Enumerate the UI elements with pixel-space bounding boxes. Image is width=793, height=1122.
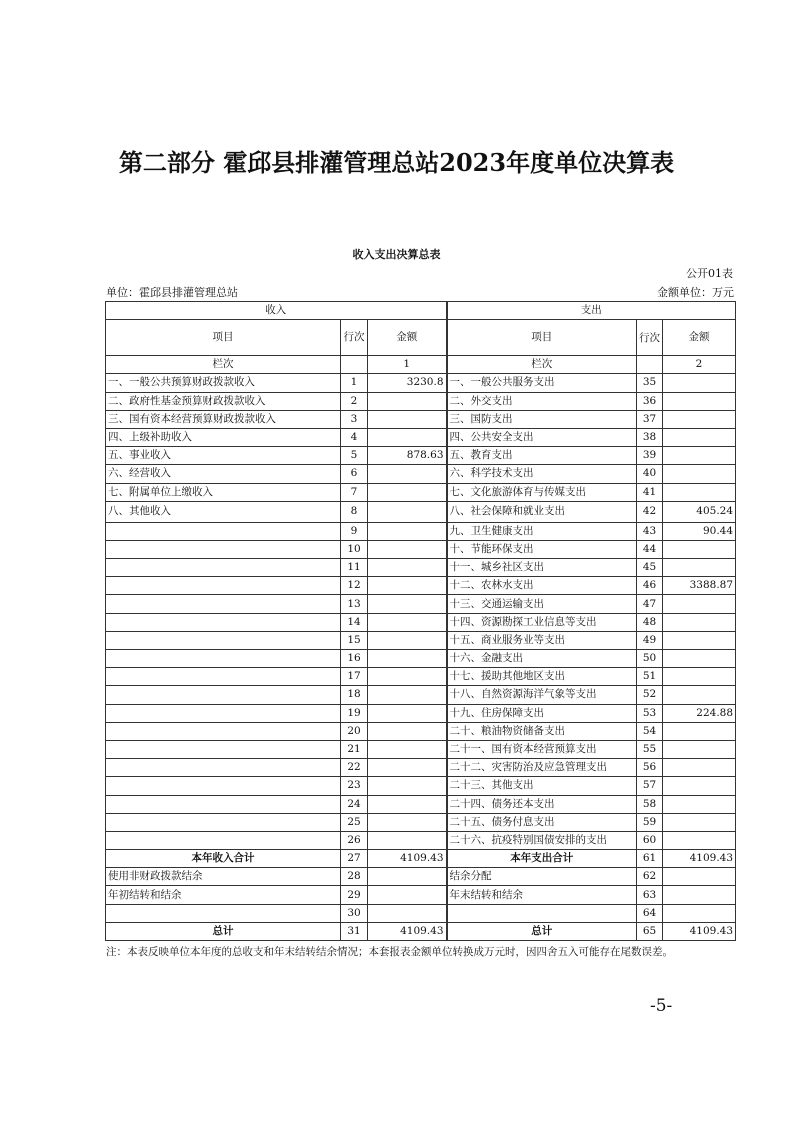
footnote: 注：本表反映单位本年度的总收支和年末结转结余情况；本套报表金额单位转换成万元时，因四舍五入可能存在尾数误差。 [106, 946, 673, 958]
table-row [106, 522, 736, 540]
income-row-no: 8 [341, 501, 368, 522]
table-row [106, 595, 736, 613]
expense-item: 二十三、其他支出 [447, 777, 637, 795]
expense-row-no: 56 [637, 759, 663, 777]
income-item: 使用非财政拨款结余 [106, 868, 341, 886]
expense-row-no: 35 [637, 374, 663, 392]
expense-amount [663, 777, 736, 795]
expense-item: 二十二、灾害防治及应急管理支出 [447, 759, 637, 777]
expense-item: 七、文化旅游体育与传媒支出 [447, 483, 637, 501]
expense-row-no: 42 [637, 501, 663, 522]
expense-amount [663, 795, 736, 813]
item-header: 项目 [106, 320, 341, 356]
expense-row-no: 51 [637, 668, 663, 686]
column-no-1: 1 [368, 356, 447, 374]
expense-row-no: 57 [637, 777, 663, 795]
income-item [106, 722, 341, 740]
expense-item: 四、公共安全支出 [447, 428, 637, 446]
expense-row-no: 38 [637, 428, 663, 446]
table-row [106, 777, 736, 795]
row-no-header: 行次 [341, 320, 368, 356]
income-amount [368, 465, 447, 483]
income-amount [368, 540, 447, 558]
expense-amount [663, 465, 736, 483]
income-row-no: 7 [341, 483, 368, 501]
income-row-no: 2 [341, 392, 368, 410]
expense-amount [663, 595, 736, 613]
income-row-no: 20 [341, 722, 368, 740]
expense-row-no: 55 [637, 740, 663, 758]
income-row-no: 4 [341, 428, 368, 446]
expense-item: 十八、自然资源海洋气象等支出 [447, 686, 637, 704]
table-row [106, 668, 736, 686]
expense-row-no: 39 [637, 447, 663, 465]
expense-amount [663, 540, 736, 558]
income-item: 三、国有资本经营预算财政拨款收入 [106, 410, 341, 428]
expense-row-no: 59 [637, 813, 663, 831]
expense-row-no: 45 [637, 559, 663, 577]
income-amount [368, 668, 447, 686]
table-row [106, 465, 736, 483]
income-row-no: 6 [341, 465, 368, 483]
row-no-header: 行次 [637, 320, 663, 356]
income-row-no: 27 [341, 850, 368, 868]
income-amount [368, 904, 447, 922]
table-title: 收入支出决算总表 [352, 248, 441, 261]
expense-item: 九、卫生健康支出 [447, 522, 637, 540]
expense-amount: 90.44 [663, 522, 736, 540]
income-amount: 878.63 [368, 447, 447, 465]
item-header: 项目 [447, 320, 637, 356]
expense-item: 十一、城乡社区支出 [447, 559, 637, 577]
income-item [106, 831, 341, 849]
income-item [106, 759, 341, 777]
table-row [106, 850, 736, 868]
income-item: 总计 [106, 922, 341, 940]
expense-item: 结余分配 [447, 868, 637, 886]
expense-item: 十、节能环保支出 [447, 540, 637, 558]
expense-row-no: 49 [637, 631, 663, 649]
income-row-no: 26 [341, 831, 368, 849]
expense-row-no: 61 [637, 850, 663, 868]
expense-amount [663, 831, 736, 849]
income-amount [368, 759, 447, 777]
income-row-no: 22 [341, 759, 368, 777]
income-item [106, 740, 341, 758]
income-item [106, 686, 341, 704]
income-amount: 3230.8 [368, 374, 447, 392]
income-row-no: 31 [341, 922, 368, 940]
income-amount [368, 522, 447, 540]
income-item [106, 777, 341, 795]
income-row-no: 1 [341, 374, 368, 392]
expense-item: 二十四、债务还本支出 [447, 795, 637, 813]
income-amount [368, 631, 447, 649]
income-item [106, 540, 341, 558]
expense-amount: 4109.43 [663, 922, 736, 940]
expense-amount [663, 613, 736, 631]
table-row [106, 813, 736, 831]
expense-row-no: 64 [637, 904, 663, 922]
table-row [106, 577, 736, 595]
table-row [106, 650, 736, 668]
income-amount [368, 410, 447, 428]
expense-item: 五、教育支出 [447, 447, 637, 465]
income-item [106, 668, 341, 686]
expense-row-no: 60 [637, 831, 663, 849]
expense-amount: 3388.87 [663, 577, 736, 595]
income-row-no: 29 [341, 886, 368, 904]
income-item: 本年收入合计 [106, 850, 341, 868]
expense-amount [663, 740, 736, 758]
expense-amount [663, 428, 736, 446]
income-amount [368, 722, 447, 740]
expense-amount: 224.88 [663, 704, 736, 722]
income-amount: 4109.43 [368, 922, 447, 940]
income-item [106, 595, 341, 613]
expense-amount [663, 904, 736, 922]
income-amount [368, 650, 447, 668]
column-no-label: 栏次 [106, 356, 341, 374]
table-row [106, 686, 736, 704]
table-code: 公开01表 [686, 267, 733, 280]
expense-amount [663, 410, 736, 428]
expense-row-no: 47 [637, 595, 663, 613]
income-item [106, 904, 341, 922]
expense-item: 二十六、抗疫特别国债安排的支出 [447, 831, 637, 849]
expense-amount [663, 559, 736, 577]
income-row-no: 13 [341, 595, 368, 613]
expense-row-no: 52 [637, 686, 663, 704]
income-amount [368, 704, 447, 722]
expense-row-no: 40 [637, 465, 663, 483]
income-amount [368, 831, 447, 849]
table-row [106, 886, 736, 904]
income-item: 年初结转和结余 [106, 886, 341, 904]
column-no-2: 2 [663, 356, 736, 374]
expense-item: 二十一、国有资本经营预算支出 [447, 740, 637, 758]
amount-header: 金额 [368, 320, 447, 356]
expense-item: 本年支出合计 [447, 850, 637, 868]
income-item: 七、附属单位上缴收入 [106, 483, 341, 501]
expense-amount [663, 374, 736, 392]
expense-amount: 405.24 [663, 501, 736, 522]
table-row [106, 759, 736, 777]
table-row [106, 904, 736, 922]
income-row-no: 25 [341, 813, 368, 831]
income-amount [368, 868, 447, 886]
income-item: 四、上级补助收入 [106, 428, 341, 446]
table-row [106, 831, 736, 849]
income-row-no: 21 [341, 740, 368, 758]
expense-amount [663, 447, 736, 465]
expense-row-no: 44 [637, 540, 663, 558]
expense-item: 十七、援助其他地区支出 [447, 668, 637, 686]
expense-amount [663, 392, 736, 410]
expense-amount [663, 886, 736, 904]
expense-item: 二十五、债务付息支出 [447, 813, 637, 831]
income-amount [368, 740, 447, 758]
expense-amount [663, 759, 736, 777]
table-row [106, 540, 736, 558]
expense-amount [663, 650, 736, 668]
table-row [106, 704, 736, 722]
income-expense-table [105, 301, 736, 941]
table-row [106, 922, 736, 940]
income-row-no: 3 [341, 410, 368, 428]
income-row-no: 16 [341, 650, 368, 668]
expense-amount [663, 686, 736, 704]
income-amount [368, 577, 447, 595]
income-row-no: 19 [341, 704, 368, 722]
expense-item: 总计 [447, 922, 637, 940]
amount-header: 金额 [663, 320, 736, 356]
income-row-no: 12 [341, 577, 368, 595]
expense-row-no: 37 [637, 410, 663, 428]
table-row [106, 483, 736, 501]
expense-amount [663, 722, 736, 740]
table-row [106, 868, 736, 886]
income-row-no: 5 [341, 447, 368, 465]
table-row [106, 501, 736, 522]
expense-item: 六、科学技术支出 [447, 465, 637, 483]
income-amount [368, 613, 447, 631]
table-row [106, 559, 736, 577]
income-header: 收入 [106, 302, 447, 320]
table-row [106, 410, 736, 428]
income-amount [368, 428, 447, 446]
income-amount [368, 483, 447, 501]
income-amount [368, 795, 447, 813]
income-row-no: 28 [341, 868, 368, 886]
income-row-no: 23 [341, 777, 368, 795]
income-amount [368, 777, 447, 795]
income-row-no: 15 [341, 631, 368, 649]
expense-item: 二十、粮油物资储备支出 [447, 722, 637, 740]
expense-row-no: 36 [637, 392, 663, 410]
unit-label: 单位：霍邱县排灌管理总站 [106, 286, 238, 299]
income-item [106, 704, 341, 722]
expense-row-no: 46 [637, 577, 663, 595]
table-row [106, 447, 736, 465]
table-row [106, 795, 736, 813]
income-amount: 4109.43 [368, 850, 447, 868]
income-item: 一、一般公共预算财政拨款收入 [106, 374, 341, 392]
income-row-no: 11 [341, 559, 368, 577]
income-item: 八、其他收入 [106, 501, 341, 522]
expense-item: 三、国防支出 [447, 410, 637, 428]
table-row [106, 428, 736, 446]
expense-row-no: 65 [637, 922, 663, 940]
expense-amount: 4109.43 [663, 850, 736, 868]
expense-item: 十九、住房保障支出 [447, 704, 637, 722]
table-row [106, 613, 736, 631]
income-item [106, 795, 341, 813]
expense-row-no: 54 [637, 722, 663, 740]
income-row-no: 24 [341, 795, 368, 813]
income-item: 五、事业收入 [106, 447, 341, 465]
expense-row-no: 53 [637, 704, 663, 722]
expense-item: 十四、资源勘探工业信息等支出 [447, 613, 637, 631]
income-item [106, 631, 341, 649]
table-row [106, 722, 736, 740]
expense-item: 十二、农林水支出 [447, 577, 637, 595]
expense-amount [663, 813, 736, 831]
income-amount [368, 813, 447, 831]
page-title: 第二部分 霍邱县排灌管理总站2023年度单位决算表 [118, 148, 675, 177]
expense-row-no: 41 [637, 483, 663, 501]
income-amount [368, 392, 447, 410]
income-item [106, 650, 341, 668]
table-row [106, 392, 736, 410]
expense-item: 十五、商业服务业等支出 [447, 631, 637, 649]
income-item [106, 613, 341, 631]
income-amount [368, 595, 447, 613]
income-row-no: 18 [341, 686, 368, 704]
income-item [106, 559, 341, 577]
expense-item: 十三、交通运输支出 [447, 595, 637, 613]
expense-amount [663, 868, 736, 886]
income-item [106, 813, 341, 831]
page-number: -5- [650, 996, 673, 1016]
income-item: 六、经营收入 [106, 465, 341, 483]
income-row-no: 10 [341, 540, 368, 558]
table-row [106, 740, 736, 758]
expense-row-no: 58 [637, 795, 663, 813]
column-no-label: 栏次 [447, 356, 637, 374]
income-amount [368, 501, 447, 522]
expense-row-no: 48 [637, 613, 663, 631]
table-row [106, 631, 736, 649]
expense-row-no: 43 [637, 522, 663, 540]
expense-amount [663, 631, 736, 649]
income-item [106, 522, 341, 540]
expense-amount [663, 483, 736, 501]
expense-item: 年末结转和结余 [447, 886, 637, 904]
income-amount [368, 686, 447, 704]
income-item [106, 577, 341, 595]
income-amount [368, 559, 447, 577]
income-item: 二、政府性基金预算财政拨款收入 [106, 392, 341, 410]
income-row-no: 30 [341, 904, 368, 922]
income-row-no: 9 [341, 522, 368, 540]
expense-item: 二、外交支出 [447, 392, 637, 410]
expense-row-no: 63 [637, 886, 663, 904]
income-row-no: 17 [341, 668, 368, 686]
income-row-no: 14 [341, 613, 368, 631]
income-amount [368, 886, 447, 904]
expense-amount [663, 668, 736, 686]
expense-item: 十六、金融支出 [447, 650, 637, 668]
expense-row-no: 50 [637, 650, 663, 668]
expense-header: 支出 [447, 302, 736, 320]
table-row [106, 374, 736, 392]
expense-row-no: 62 [637, 868, 663, 886]
expense-item [447, 904, 637, 922]
expense-item: 一、一般公共服务支出 [447, 374, 637, 392]
amount-unit: 金额单位：万元 [657, 286, 734, 299]
expense-item: 八、社会保障和就业支出 [447, 501, 637, 522]
